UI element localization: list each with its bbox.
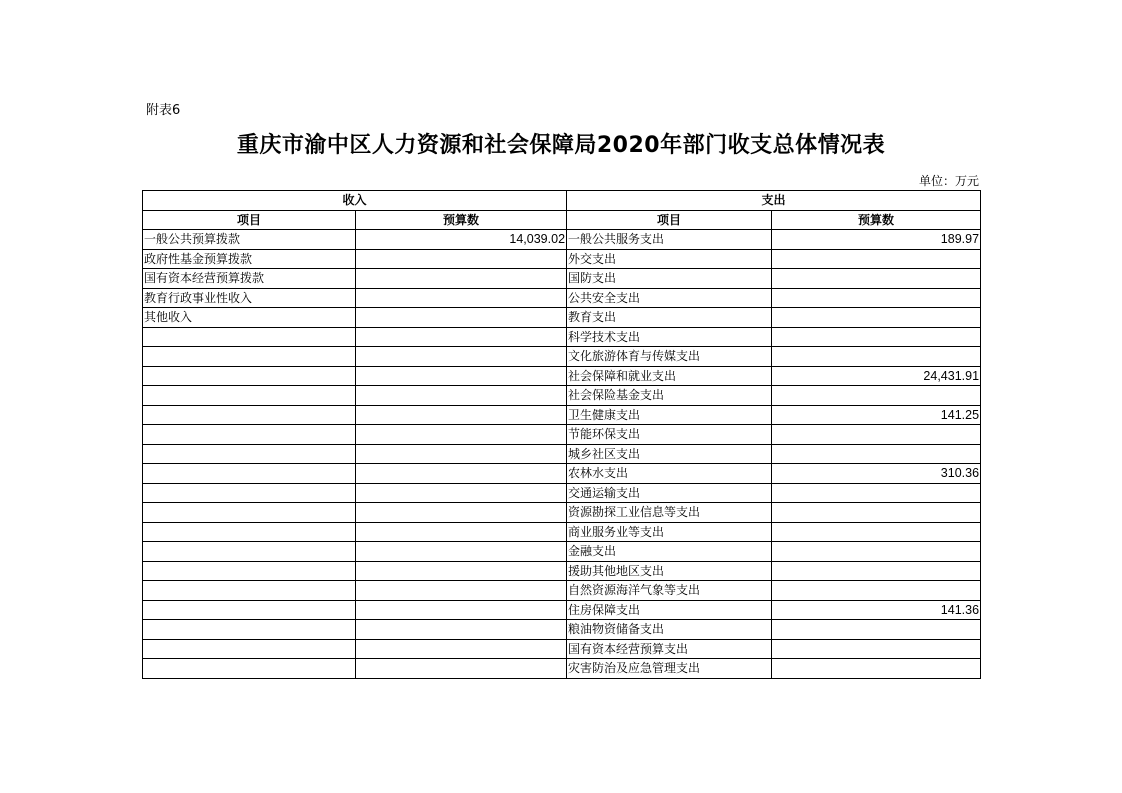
income-amount-cell [356,386,567,406]
expense-amount-cell [772,503,981,523]
income-amount-cell [356,581,567,601]
expense-amount-cell [772,386,981,406]
table-row [143,522,981,542]
expense-item-cell: 城乡社区支出 [567,444,772,464]
income-item-cell: 国有资本经营预算拨款 [143,269,356,289]
expense-amount-cell [772,659,981,679]
income-amount-cell [356,444,567,464]
expense-amount-cell: 310.36 [772,464,981,484]
income-amount-cell [356,503,567,523]
income-amount-cell [356,620,567,640]
expense-amount-cell [772,444,981,464]
expense-amount-cell [772,522,981,542]
income-item-cell [143,483,356,503]
income-item-cell [143,639,356,659]
income-item-cell [143,347,356,367]
income-item-cell [143,542,356,562]
expense-amount-cell: 189.97 [772,230,981,250]
expense-item-cell: 住房保障支出 [567,600,772,620]
expense-item-cell: 科学技术支出 [567,327,772,347]
income-item-cell [143,405,356,425]
expense-amount-cell [772,288,981,308]
income-amount-cell [356,405,567,425]
expense-item-cell: 资源勘探工业信息等支出 [567,503,772,523]
income-item-cell: 其他收入 [143,308,356,328]
table-row [143,288,981,308]
table-row [143,464,981,484]
expense-item-cell: 卫生健康支出 [567,405,772,425]
expense-item-cell: 灾害防治及应急管理支出 [567,659,772,679]
expense-amount-cell [772,639,981,659]
expense-item-cell: 援助其他地区支出 [567,561,772,581]
expense-item-cell: 文化旅游体育与传媒支出 [567,347,772,367]
income-amount-header: 预算数 [356,210,567,230]
annex-label: 附表6 [146,103,181,118]
income-item-header: 项目 [143,210,356,230]
income-item-cell [143,366,356,386]
expense-item-cell: 金融支出 [567,542,772,562]
table-row [143,386,981,406]
table-row [143,425,981,445]
income-amount-cell [356,347,567,367]
income-item-cell [143,444,356,464]
income-amount-cell: 14,039.02 [356,230,567,250]
income-amount-cell [356,483,567,503]
expense-item-cell: 商业服务业等支出 [567,522,772,542]
expense-item-cell: 社会保障和就业支出 [567,366,772,386]
expense-amount-cell [772,620,981,640]
unit-label: 单位：万元 [918,174,979,188]
table-row [143,347,981,367]
expense-item-cell: 社会保险基金支出 [567,386,772,406]
income-amount-cell [356,561,567,581]
table-row [143,620,981,640]
table-row [143,561,981,581]
expense-amount-cell: 141.25 [772,405,981,425]
table-row [143,366,981,386]
income-item-cell [143,425,356,445]
page-title: 重庆市渝中区人力资源和社会保障局2020年部门收支总体情况表 [236,133,886,158]
expense-amount-cell [772,561,981,581]
table-row [143,327,981,347]
expense-item-cell: 交通运输支出 [567,483,772,503]
budget-table [142,190,981,679]
income-item-cell [143,659,356,679]
income-item-cell [143,600,356,620]
income-amount-cell [356,269,567,289]
expense-item-cell: 外交支出 [567,249,772,269]
expense-item-cell: 一般公共服务支出 [567,230,772,250]
income-amount-cell [356,600,567,620]
income-item-cell [143,561,356,581]
income-amount-cell [356,639,567,659]
income-amount-cell [356,366,567,386]
table-row [143,269,981,289]
expense-amount-cell [772,269,981,289]
income-item-cell [143,464,356,484]
income-item-cell [143,522,356,542]
table-row [143,308,981,328]
income-amount-cell [356,288,567,308]
income-amount-cell [356,327,567,347]
table-row [143,503,981,523]
income-item-cell [143,620,356,640]
expense-amount-header: 预算数 [772,210,981,230]
table-row [143,581,981,601]
expense-amount-cell [772,542,981,562]
income-amount-cell [356,542,567,562]
expense-item-cell: 粮油物资储备支出 [567,620,772,640]
expense-amount-cell [772,581,981,601]
table-row [143,230,981,250]
income-item-cell [143,503,356,523]
expense-amount-cell [772,249,981,269]
income-item-cell: 政府性基金预算拨款 [143,249,356,269]
table-row [143,444,981,464]
income-item-cell [143,327,356,347]
table-row [143,542,981,562]
expense-item-cell: 国有资本经营预算支出 [567,639,772,659]
income-item-cell [143,581,356,601]
budget-table-body [143,191,981,679]
expense-item-cell: 教育支出 [567,308,772,328]
column-header-row [143,210,981,230]
income-item-cell: 教育行政事业性收入 [143,288,356,308]
expense-amount-cell [772,425,981,445]
expense-item-cell: 节能环保支出 [567,425,772,445]
income-item-cell [143,386,356,406]
expense-amount-cell [772,308,981,328]
income-amount-cell [356,522,567,542]
table-row [143,600,981,620]
income-amount-cell [356,464,567,484]
table-row [143,483,981,503]
expense-item-cell: 自然资源海洋气象等支出 [567,581,772,601]
expense-item-cell: 公共安全支出 [567,288,772,308]
income-amount-cell [356,425,567,445]
table-row [143,639,981,659]
expense-amount-cell: 141.36 [772,600,981,620]
table-row [143,249,981,269]
income-amount-cell [356,659,567,679]
income-amount-cell [356,308,567,328]
table-row [143,659,981,679]
expense-item-cell: 农林水支出 [567,464,772,484]
expense-section-header: 支出 [567,191,981,211]
income-amount-cell [356,249,567,269]
expense-amount-cell: 24,431.91 [772,366,981,386]
expense-amount-cell [772,347,981,367]
table-row [143,405,981,425]
section-header-row [143,191,981,211]
income-section-header: 收入 [143,191,567,211]
expense-amount-cell [772,327,981,347]
income-item-cell: 一般公共预算拨款 [143,230,356,250]
expense-item-cell: 国防支出 [567,269,772,289]
expense-item-header: 项目 [567,210,772,230]
expense-amount-cell [772,483,981,503]
